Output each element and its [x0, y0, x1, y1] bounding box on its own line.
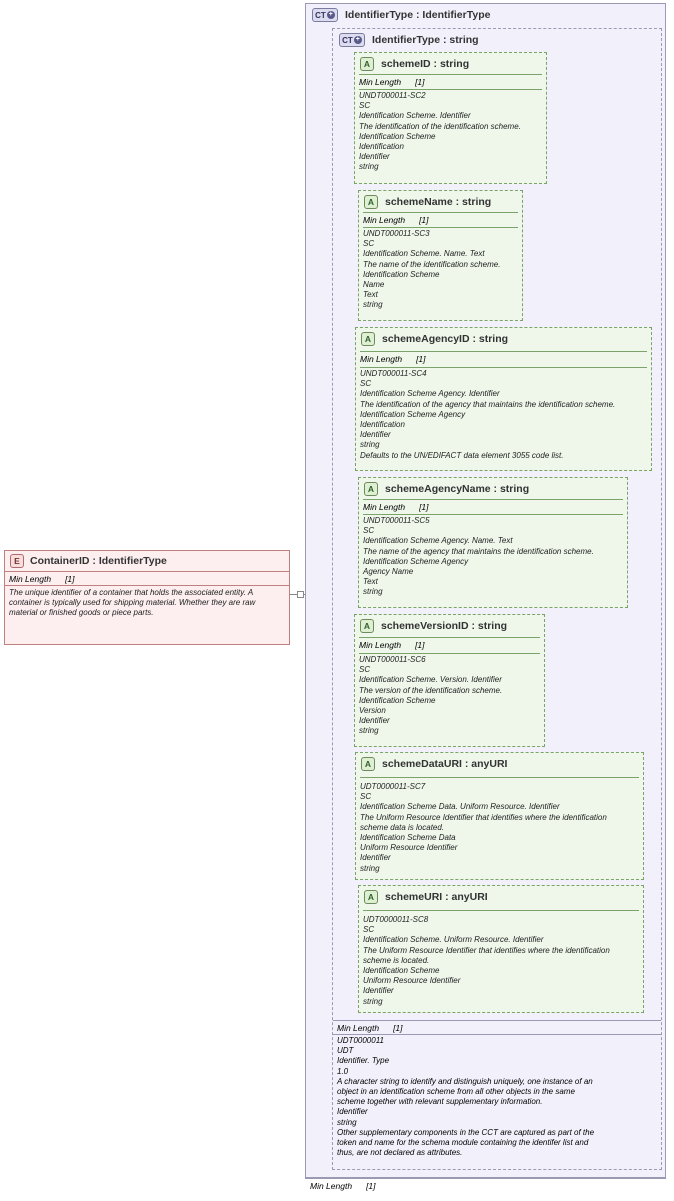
- detail-line: UNDT000011-SC6: [359, 655, 426, 664]
- attribute-badge-icon: A: [361, 757, 375, 771]
- min-length-label: Min Length: [359, 639, 402, 650]
- detail-line: Identification Scheme. Name. Text: [363, 249, 485, 259]
- complextype-inner-header: [333, 29, 661, 51]
- complextype-badge-icon: [312, 8, 338, 22]
- detail-line: string: [360, 863, 380, 873]
- type-summary-min-length-row: [333, 1020, 661, 1035]
- detail-line: The name of the agency that maintains the identification scheme.: [363, 546, 594, 556]
- detail-line: Other supplementary components in the CCT are captured as part of the: [337, 1127, 595, 1137]
- attribute-title: schemeID : string: [381, 57, 470, 70]
- detail-line: Identification Scheme Agency: [363, 556, 469, 566]
- detail-line: 1.0: [337, 1066, 349, 1076]
- detail-line: Text: [363, 290, 378, 300]
- detail-line: Name: [363, 280, 385, 290]
- detail-line: Uniform Resource Identifier: [360, 843, 458, 853]
- detail-line: UDT0000011-SC7: [360, 782, 426, 791]
- attribute-details: [359, 515, 627, 600]
- detail-line: SC: [360, 379, 372, 389]
- divider: [360, 777, 639, 778]
- cardinality: [1]: [366, 1181, 376, 1191]
- detail-line: SC: [363, 925, 375, 935]
- detail-line: SC: [359, 665, 371, 675]
- attribute-min-length-row: [359, 500, 627, 513]
- element-badge-icon: E: [10, 554, 24, 568]
- detail-line: UNDT000011-SC3: [363, 229, 430, 238]
- detail-line: SC: [363, 526, 375, 536]
- attribute-details: [355, 654, 544, 739]
- cardinality: [1]: [415, 639, 425, 650]
- attribute-header: [359, 478, 627, 499]
- detail-line: string: [363, 300, 383, 310]
- divider: [360, 367, 647, 368]
- detail-line: scheme data is located.: [360, 822, 445, 832]
- detail-line: UNDT000011-SC2: [359, 91, 426, 100]
- expand-plus-icon[interactable]: +: [355, 36, 360, 43]
- detail-line: thus, are not declared as attributes.: [337, 1148, 463, 1158]
- attribute-schemedatauri[interactable]: [355, 752, 644, 880]
- attribute-header: [359, 886, 643, 907]
- attribute-min-length-row: [356, 352, 651, 365]
- attribute-badge-icon: A: [360, 57, 374, 71]
- detail-line: string: [359, 726, 379, 736]
- detail-line: Identification Scheme. Uniform Resource. Identifier: [363, 935, 544, 945]
- attribute-min-length-row: [359, 213, 522, 226]
- attribute-badge-icon: A: [364, 482, 378, 496]
- attribute-title: schemeURI : anyURI: [385, 890, 488, 903]
- detail-line: Uniform Resource Identifier: [363, 976, 461, 986]
- detail-line: Identifier. Type: [337, 1056, 390, 1066]
- attribute-details: [356, 781, 643, 876]
- detail-line: UDT0000011-SC8: [363, 915, 429, 924]
- detail-line: The identification of the agency that maintains the identification scheme.: [360, 399, 616, 409]
- attribute-schemeagencyname[interactable]: [358, 477, 628, 608]
- element-min-length-row: [5, 572, 289, 586]
- attribute-header: [359, 191, 522, 212]
- detail-line: The name of the identification scheme.: [363, 259, 501, 269]
- attribute-title: schemeVersionID : string: [381, 619, 508, 632]
- detail-line: Identification Scheme: [359, 131, 436, 141]
- min-length-label: Min Length: [360, 353, 403, 364]
- complextype-inner-badge-icon: [339, 33, 365, 47]
- detail-line: Identifier: [337, 1107, 368, 1117]
- detail-line: string: [337, 1117, 357, 1127]
- attribute-schemeid[interactable]: [354, 52, 547, 184]
- cardinality: [1]: [419, 501, 429, 512]
- detail-line: Identification Scheme: [363, 966, 440, 976]
- element-title: ContainerID : IdentifierType: [30, 555, 167, 567]
- attribute-title: schemeDataURI : anyURI: [382, 757, 508, 770]
- min-length-label: Min Length: [310, 1181, 353, 1191]
- divider: [363, 514, 623, 515]
- attribute-header: [356, 328, 651, 349]
- detail-line: UNDT000011-SC5: [363, 516, 430, 525]
- type-summary-details: [333, 1035, 661, 1160]
- attribute-title: schemeName : string: [385, 195, 492, 208]
- element-documentation: The unique identifier of a container that holds the associated entity. A container is typically used for shipping material. Whether they are raw material or finished goods or piece parts.: [9, 588, 256, 617]
- detail-line: A character string to identify and distinguish uniquely, one instance of an: [337, 1076, 593, 1086]
- detail-line: Version: [359, 706, 386, 716]
- divider: [363, 227, 518, 228]
- attribute-header: [355, 53, 546, 74]
- attribute-details: [359, 228, 522, 313]
- connector-expand-box: [297, 591, 304, 598]
- attribute-schemeagencyid[interactable]: [355, 327, 652, 471]
- detail-line: SC: [359, 101, 371, 111]
- detail-line: string: [363, 587, 383, 597]
- detail-line: Agency Name: [363, 567, 414, 577]
- detail-line: scheme is located.: [363, 955, 430, 965]
- detail-line: SC: [363, 239, 375, 249]
- detail-line: UDT: [337, 1046, 354, 1056]
- cardinality: [1]: [393, 1022, 403, 1033]
- min-length-label: Min Length: [337, 1022, 380, 1033]
- attribute-schemeuri[interactable]: [358, 885, 644, 1013]
- detail-line: The Uniform Resource Identifier that identifies where the identification: [363, 945, 610, 955]
- element-min-length-label: Min Length: [9, 573, 52, 584]
- type-summary: [333, 1020, 661, 1166]
- complextype-outer-header: [306, 4, 665, 26]
- detail-line: object in an identification scheme from all other objects in the same: [337, 1087, 575, 1097]
- min-length-label: Min Length: [359, 76, 402, 87]
- attribute-min-length-row: [355, 638, 544, 651]
- attribute-badge-icon: A: [364, 195, 378, 209]
- detail-line: Identifier: [363, 986, 394, 996]
- detail-line: Identification Scheme. Version. Identifier: [359, 675, 502, 685]
- detail-line: Identification: [359, 142, 404, 152]
- detail-line: Identification Scheme. Identifier: [359, 111, 471, 121]
- cardinality: [1]: [416, 353, 426, 364]
- attribute-details: [359, 914, 643, 1009]
- detail-line: Identification: [360, 420, 405, 430]
- footer-min-length-row: [305, 1178, 666, 1193]
- attribute-badge-icon: A: [360, 619, 374, 633]
- complextype-badge-text: CT: [315, 10, 326, 20]
- attribute-schemename[interactable]: [358, 190, 523, 321]
- detail-line: Text: [363, 577, 378, 587]
- min-length-label: Min Length: [363, 214, 406, 225]
- divider: [359, 89, 542, 90]
- detail-line: Identification Scheme Data: [360, 833, 456, 843]
- detail-line: Identifier: [359, 716, 390, 726]
- attribute-title: schemeAgencyName : string: [385, 482, 530, 495]
- detail-line: Identification Scheme: [359, 695, 436, 705]
- attribute-schemeversionid[interactable]: [354, 614, 545, 747]
- detail-line: UNDT000011-SC4: [360, 369, 427, 378]
- complextype-outer-title: IdentifierType : IdentifierType: [345, 9, 491, 21]
- detail-line: scheme together with relevant supplementary information.: [337, 1097, 543, 1107]
- detail-line: Identification Scheme Data. Uniform Resource. Identifier: [360, 802, 560, 812]
- detail-line: string: [359, 162, 379, 172]
- expand-plus-icon[interactable]: +: [328, 11, 333, 18]
- min-length-label: Min Length: [363, 501, 406, 512]
- detail-line: The identification of the identification scheme.: [359, 121, 521, 131]
- attribute-badge-icon: A: [364, 890, 378, 904]
- cardinality: [1]: [415, 76, 425, 87]
- detail-line: Identification Scheme: [363, 269, 440, 279]
- attribute-min-length-row: [355, 75, 546, 88]
- attribute-header: [356, 753, 643, 774]
- attribute-badge-icon: A: [361, 332, 375, 346]
- detail-line: Identification Scheme Agency. Name. Text: [363, 536, 513, 546]
- detail-line: Identifier: [359, 152, 390, 162]
- cardinality: [1]: [419, 214, 429, 225]
- element-header: [5, 551, 289, 572]
- detail-line: Identifier: [360, 430, 391, 440]
- detail-line: Identifier: [360, 853, 391, 863]
- attribute-details: [356, 368, 651, 463]
- divider: [363, 910, 639, 911]
- detail-line: string: [363, 996, 383, 1006]
- detail-line: SC: [360, 792, 372, 802]
- detail-line: Identification Scheme Agency: [360, 409, 466, 419]
- divider: [359, 653, 540, 654]
- detail-line: string: [360, 440, 380, 450]
- complextype-inner-badge-text: CT: [342, 35, 353, 45]
- detail-line: The version of the identification scheme.: [359, 685, 503, 695]
- attribute-title: schemeAgencyID : string: [382, 332, 509, 345]
- attribute-details: [355, 90, 546, 175]
- element-container-id[interactable]: [4, 550, 290, 645]
- complextype-inner-title: IdentifierType : string: [372, 34, 479, 46]
- detail-line: Defaults to the UN/EDIFACT data element 3055 code list.: [360, 450, 564, 460]
- detail-line: UDT0000011: [337, 1036, 384, 1045]
- detail-line: token and name for the schema module containing the identifer list and: [337, 1138, 589, 1148]
- attribute-header: [355, 615, 544, 636]
- detail-line: The Uniform Resource Identifier that identifies where the identification: [360, 812, 607, 822]
- element-cardinality: [1]: [65, 573, 75, 584]
- detail-line: Identification Scheme Agency. Identifier: [360, 389, 500, 399]
